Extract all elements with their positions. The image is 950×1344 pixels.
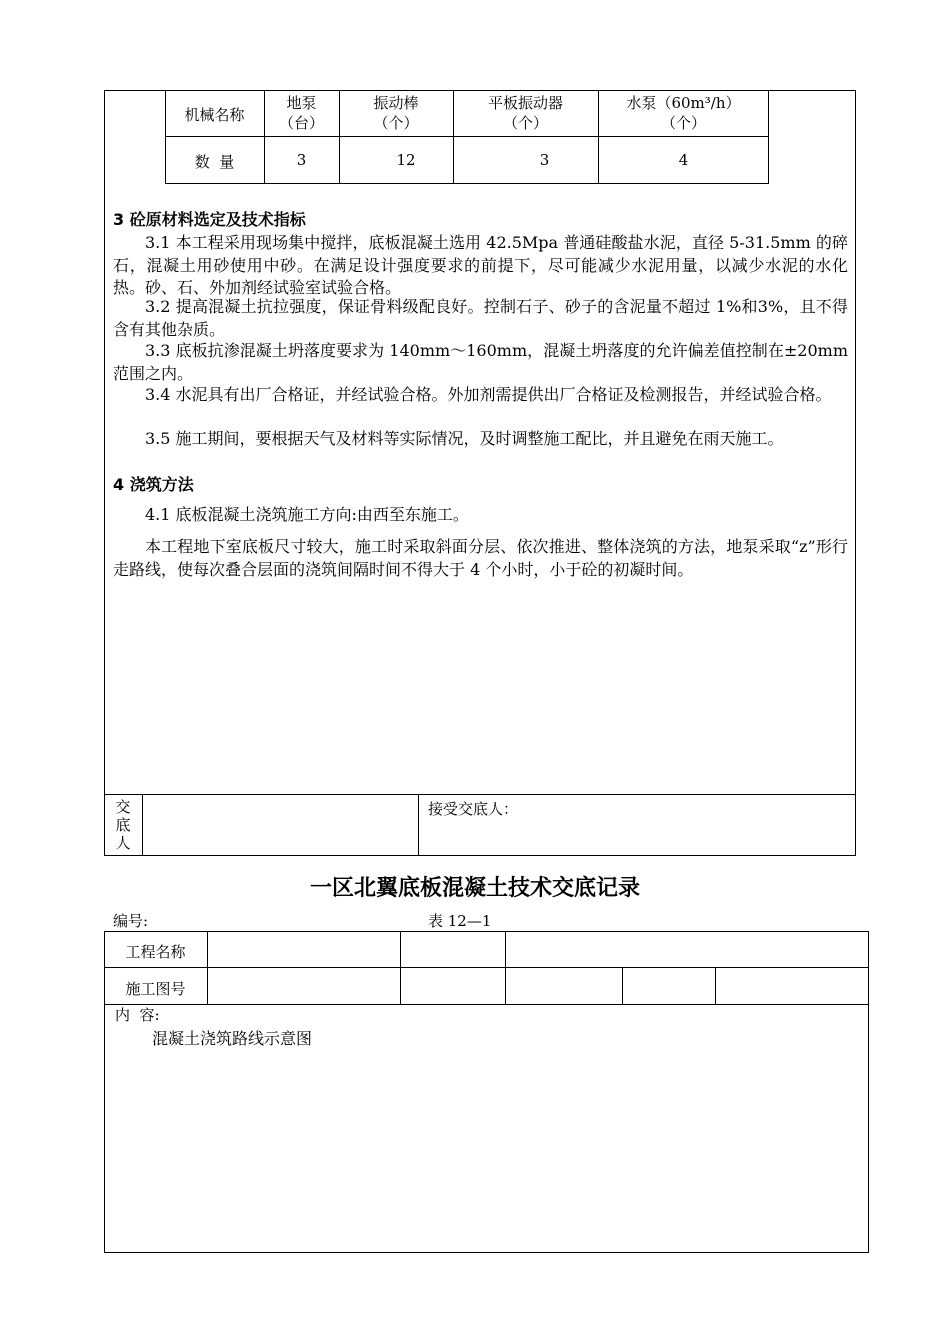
record-row-rule (104, 1004, 869, 1005)
content-text: 混凝土浇筑路线示意图 (152, 1029, 313, 1048)
header-unit: （个） (373, 114, 419, 132)
paragraph-4-2: 本工程地下室底板尺寸较大，施工时采取斜面分层、依次推进、整体浇筑的方法，地泵采取“z”形行走路线，使每次叠合层面的浇筑间隔时间不得大于 4 个小时，小于砼的初凝时间。 (113, 537, 848, 579)
header-unit: （个） (660, 114, 706, 132)
receiver-label: 接受交底人： (428, 800, 519, 818)
paragraph-3-4: 3.4 水泥具有出厂合格证，并经试验合格。外加剂需提供出厂合格证及检测报告，并经试验合格。 (145, 385, 832, 404)
paragraph-3-3: 3.3 底板抗渗混凝土坍落度要求为 140mm～160mm，混凝土坍落度的允许偏差值控制在±20mm 范围之内。 (113, 341, 848, 383)
section-3-heading: 3 砼原材料选定及技术指标 (113, 210, 306, 229)
project-name-label: 工程名称 (125, 943, 186, 961)
drawing-number-label: 施工图号 (125, 980, 186, 998)
record-col-rule (207, 931, 208, 1004)
equipment-table-midrule (165, 136, 769, 137)
record-col-rule (400, 931, 401, 1004)
header-water-pump (598, 93, 769, 133)
record-col-rule (505, 931, 506, 1004)
presenter-char: 人 (115, 834, 131, 852)
section-4-heading: 4 浇筑方法 (113, 475, 194, 494)
paragraph-3-2: 3.2 提高混凝土抗拉强度，保证骨料级配良好。控制石子、砂子的含泥量不超过 1%和3%，且不得含有其他杂质。 (113, 297, 848, 339)
disclosure-body-box (104, 90, 856, 856)
signoff-top-rule (104, 794, 856, 795)
record-title: 一区北翼底板混凝土技术交底记录 (309, 876, 640, 901)
paragraph-4-1: 4.1 底板混凝土浇筑施工方向:由西至东施工。 (145, 505, 469, 524)
presenter-label (104, 798, 142, 852)
quantity-water-pump: 4 (678, 151, 689, 169)
paragraph-3-5: 3.5 施工期间，要根据天气及材料等实际情况，及时调整施工配比，并且避免在雨天施工。 (145, 429, 784, 448)
signoff-divider-left (142, 794, 143, 856)
record-row-rule (104, 967, 869, 968)
header-unit: （个） (502, 114, 548, 132)
record-col-rule (715, 967, 716, 1004)
paragraph-3-1: 3.1 本工程采用现场集中搅拌，底板混凝土选用 42.5Mpa 普通硅酸盐水泥，直径 5-31.5mm 的碎石，混凝土用砂使用中砂。在满足设计强度要求的前提下，尽可能减少水泥用量，以减少水泥的水化热。砂、石、外加剂经试验室试验合格。 (113, 233, 848, 297)
record-col-rule (622, 967, 623, 1004)
content-label: 内 容: (115, 1006, 160, 1024)
header-text: 水泵（60m³/h） (626, 94, 741, 112)
presenter-char: 底 (115, 816, 131, 834)
header-text: 平板振动器 (487, 94, 563, 112)
header-text: 地泵 (286, 94, 317, 112)
header-ground-pump (264, 93, 339, 133)
header-text: 机械名称 (184, 106, 245, 124)
record-number-label: 编号: (113, 912, 149, 930)
quantity-ground-pump: 3 (296, 151, 307, 169)
header-machine-name (165, 104, 264, 125)
record-form-table (104, 931, 869, 1253)
header-vibrator-rod (339, 93, 453, 133)
header-plate-vibrator (453, 93, 598, 133)
record-table-number: 表 12—1 (428, 912, 492, 930)
quantity-vibrator-rod: 12 (396, 151, 416, 169)
quantity-plate-vibrator: 3 (539, 151, 550, 169)
presenter-char: 交 (115, 798, 131, 816)
quantity-label: 数 量 (194, 153, 235, 171)
signoff-divider-right (418, 794, 419, 856)
header-unit: （台） (278, 114, 324, 132)
header-text: 振动棒 (373, 94, 419, 112)
